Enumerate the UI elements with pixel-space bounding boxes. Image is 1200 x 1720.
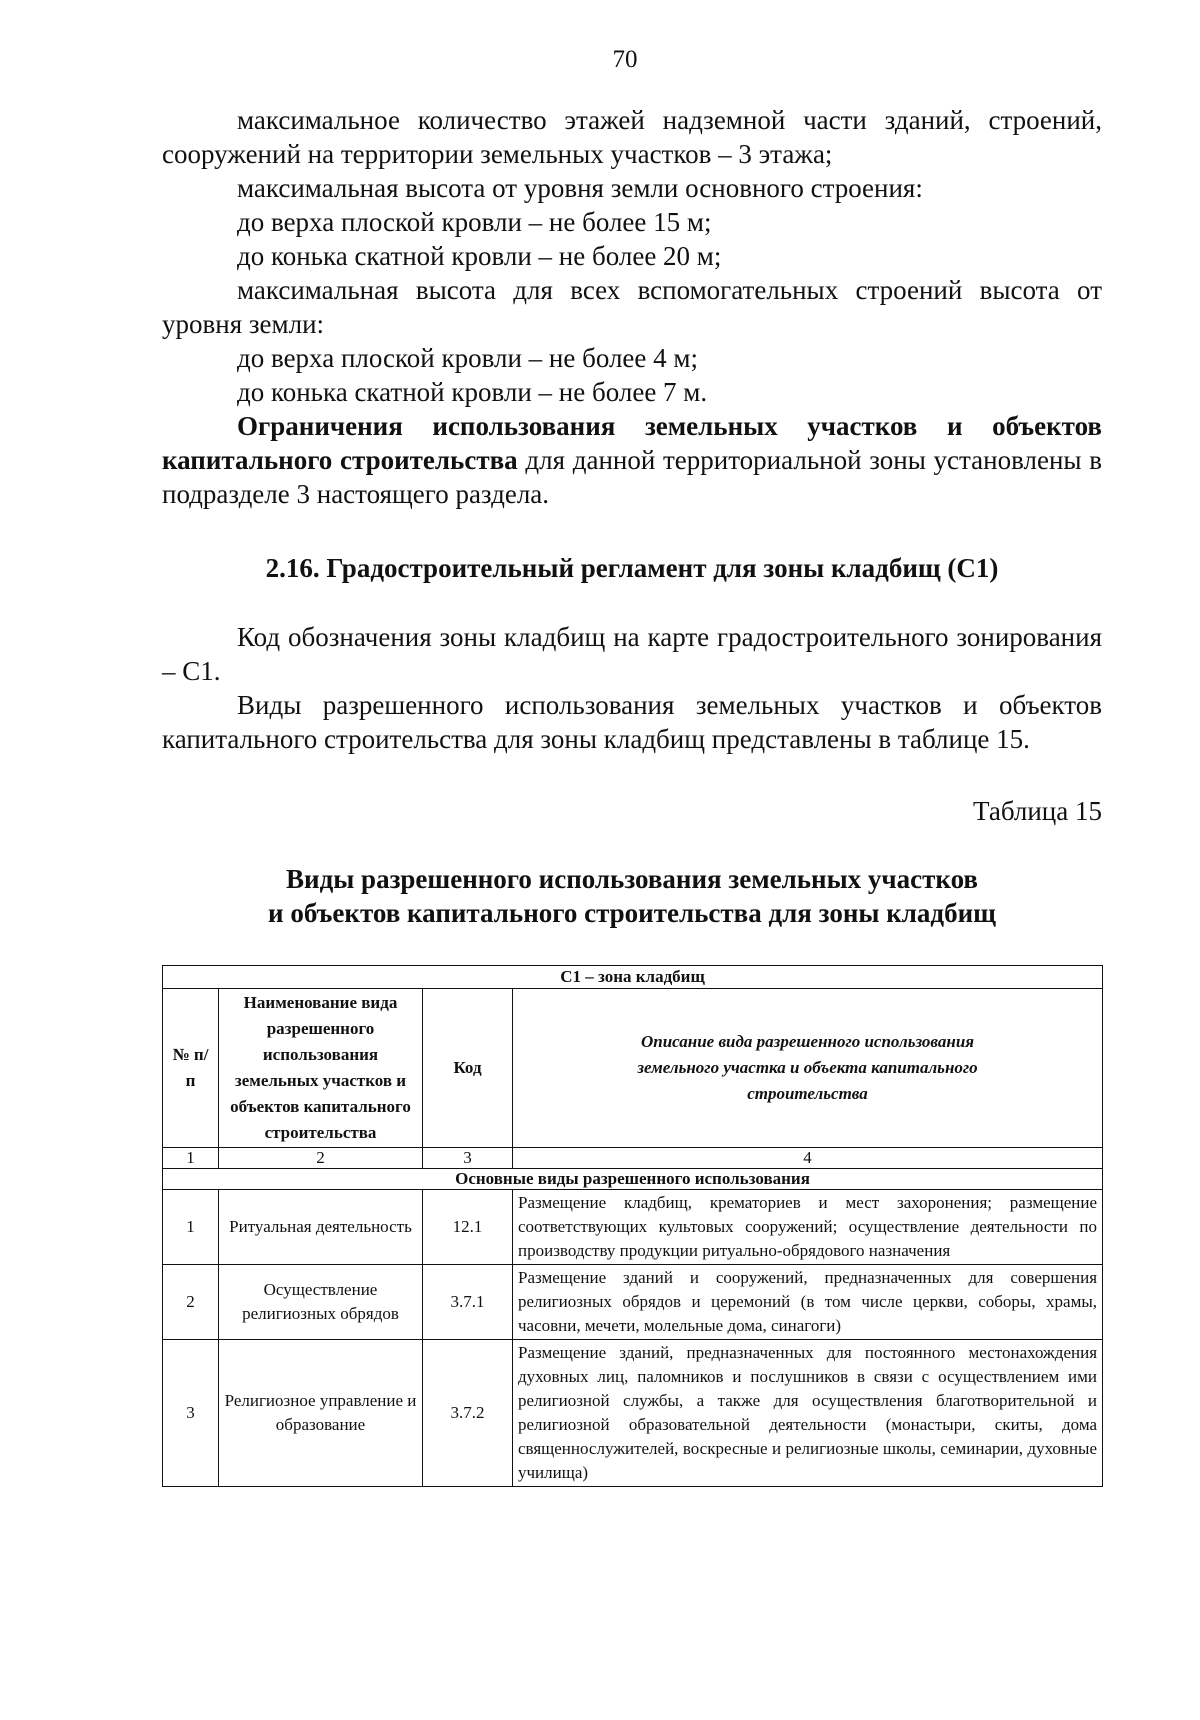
- paragraph: до верха плоской кровли – не более 4 м;: [237, 343, 698, 373]
- paragraph: до конька скатной кровли – не более 20 м;: [237, 241, 722, 271]
- column-number: 3: [423, 1148, 513, 1169]
- row-num: 2: [163, 1265, 219, 1340]
- row-code: 12.1: [423, 1190, 513, 1265]
- row-desc: Размещение зданий и сооружений, предназначенных для совершения религиозных обрядов и церемоний (в том числе церкви, соборы, храмы, часовни, мечети, молельные дома, синагоги): [513, 1265, 1103, 1340]
- zone-header: С1 – зона кладбищ: [163, 966, 1103, 989]
- paragraph: до верха плоской кровли – не более 15 м;: [237, 207, 712, 237]
- header-code: Код: [423, 989, 513, 1148]
- header-desc: Описание вида разрешенного использования земельного участка и объекта капитального строительства: [513, 989, 1103, 1148]
- column-number: 1: [163, 1148, 219, 1169]
- paragraph: максимальное количество этажей надземной части зданий, строений, сооружений на территории земельных участков – 3 этажа;: [162, 105, 1102, 169]
- paragraph: максимальная высота для всех вспомогательных строений высота от уровня земли:: [162, 275, 1102, 339]
- header-num: № п/п: [163, 989, 219, 1148]
- table-row: [163, 1265, 1103, 1340]
- regulation-table: [162, 965, 1103, 1487]
- table-title-line: и объектов капитального строительства для зоны кладбищ: [268, 898, 996, 928]
- paragraph: Виды разрешенного использования земельных участков и объектов капитального строительства для зоны кладбищ представлены в таблице 15.: [162, 690, 1102, 754]
- row-name: Ритуальная деятельность: [219, 1190, 423, 1265]
- table-title-line: Виды разрешенного использования земельных участков: [286, 864, 978, 894]
- paragraph: Код обозначения зоны кладбищ на карте градостроительного зонирования – С1.: [162, 622, 1102, 686]
- group-header: Основные виды разрешенного использования: [163, 1169, 1103, 1190]
- row-desc: Размещение кладбищ, крематориев и мест захоронения; размещение соответствующих культовых сооружений; осуществление деятельности по производству продукции ритуально-обрядового назначения: [513, 1190, 1103, 1265]
- body-text-top: [162, 103, 1102, 511]
- row-num: 1: [163, 1190, 219, 1265]
- row-desc: Размещение зданий, предназначенных для постоянного местонахождения духовных лиц, паломников и послушников в связи с осуществлением ими религиозной службы, а также для осуществления благотворительной и религиозной образовательной деятельности (монастыри, скиты, дома священнослужителей, воскресные и религиозные школы, семинарии, духовные училища): [513, 1340, 1103, 1487]
- table-label: Таблица 15: [973, 796, 1102, 826]
- restriction-paragraph: [162, 409, 1102, 511]
- table-row: [163, 1340, 1103, 1487]
- restriction-bold: Ограничения использования земельных участков и объектов капитального строительства: [162, 411, 1102, 475]
- row-code: 3.7.1: [423, 1265, 513, 1340]
- section-title: 2.16. Градостроительный регламент для зоны кладбищ (С1): [265, 553, 999, 583]
- row-num: 3: [163, 1340, 219, 1487]
- row-code: 3.7.2: [423, 1340, 513, 1487]
- column-number: 2: [219, 1148, 423, 1169]
- header-name: Наименование вида разрешенного использования земельных участков и объектов капитального строительства: [219, 989, 423, 1148]
- column-number: 4: [513, 1148, 1103, 1169]
- row-name: Религиозное управление и образование: [219, 1340, 423, 1487]
- row-name: Осуществление религиозных обрядов: [219, 1265, 423, 1340]
- page-number: 70: [612, 46, 638, 73]
- table-title: [162, 862, 1102, 930]
- restriction-rest: для данной территориальной зоны установлены в подразделе 3 настоящего раздела.: [162, 445, 1102, 509]
- paragraph: максимальная высота от уровня земли основного строения:: [237, 173, 923, 203]
- table-row: [163, 1190, 1103, 1265]
- body-text-zone: [162, 620, 1102, 756]
- paragraph: до конька скатной кровли – не более 7 м.: [237, 377, 708, 407]
